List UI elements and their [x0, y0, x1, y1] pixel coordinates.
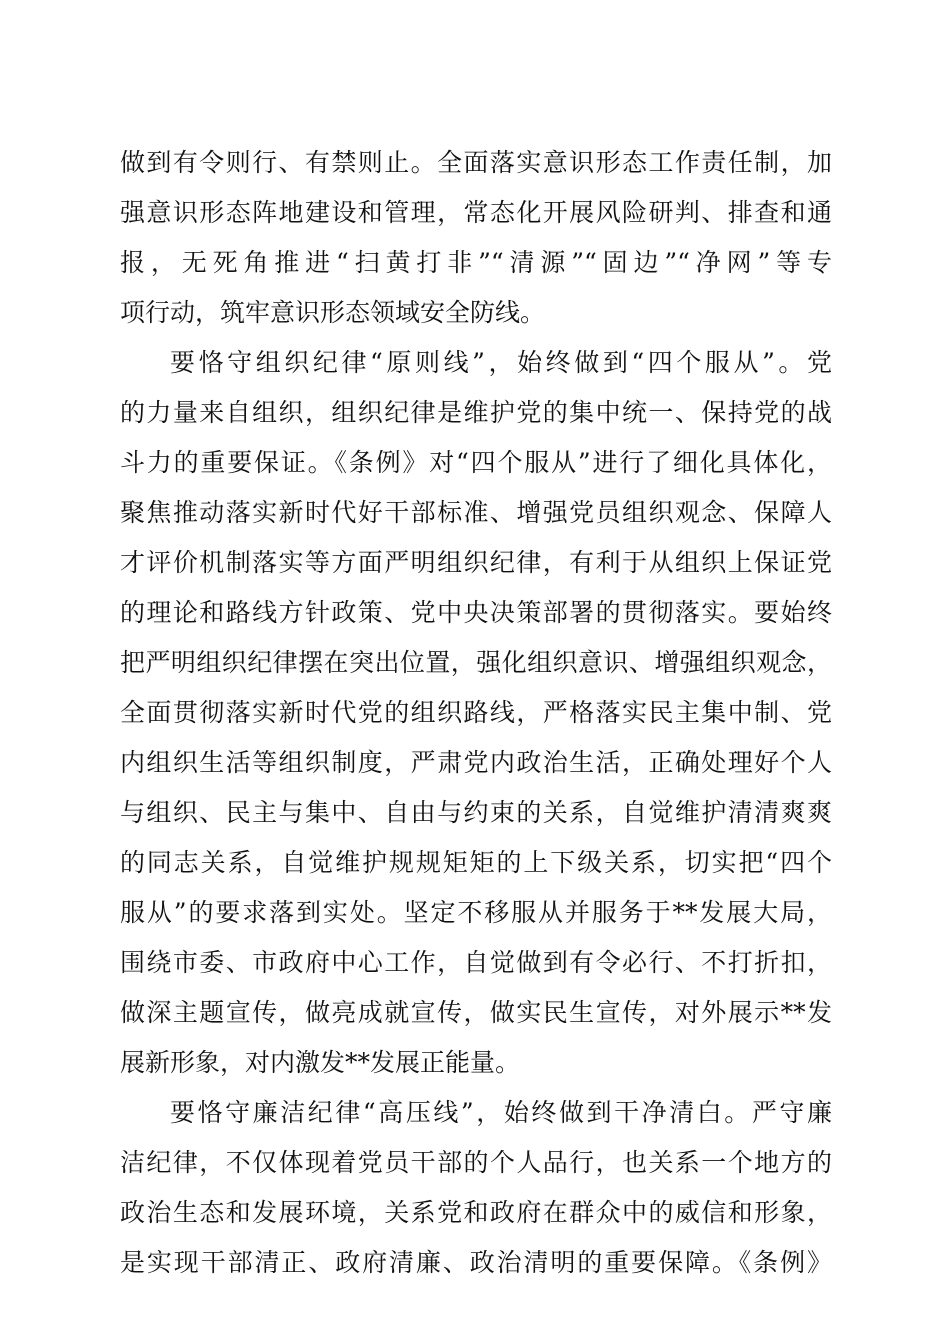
text-line: 服从”的要求落到实处。坚定不移服从并服务于**发展大局， [120, 898, 832, 927]
text-line: 做到有令则行、有禁则止。全面落实意识形态工作责任制，加 [120, 148, 832, 177]
paragraph-1 [120, 138, 832, 338]
text-line: 内组织生活等组织制度，严肃党内政治生活，正确处理好个人 [120, 748, 832, 777]
text-line: 把严明组织纪律摆在突出位置，强化组织意识、增强组织观念， [120, 648, 832, 677]
body-text [120, 138, 832, 1288]
paragraph-3 [120, 1088, 832, 1288]
text-line: 报，无死角推进“扫黄打非”“清源”“固边”“净网”等专 [120, 248, 832, 277]
text-line: 是实现干部清正、政府清廉、政治清明的重要保障。《条例》 [120, 1248, 832, 1277]
text-line: 强意识形态阵地建设和管理，常态化开展风险研判、排查和通 [120, 198, 832, 227]
text-line: 要恪守廉洁纪律“高压线”，始终做到干净清白。严守廉 [170, 1098, 832, 1127]
text-line: 的同志关系，自觉维护规规矩矩的上下级关系，切实把“四个 [120, 848, 832, 877]
text-line: 做深主题宣传，做亮成就宣传，做实民生宣传，对外展示**发 [120, 998, 832, 1027]
text-line: 政治生态和发展环境，关系党和政府在群众中的威信和形象， [120, 1198, 832, 1227]
text-line: 围绕市委、市政府中心工作，自觉做到有令必行、不打折扣， [120, 948, 832, 977]
text-line: 斗力的重要保证。《条例》对“四个服从”进行了细化具体化， [120, 448, 832, 477]
paragraph-2 [120, 338, 832, 1088]
text-line: 的理论和路线方针政策、党中央决策部署的贯彻落实。要始终 [120, 598, 832, 627]
text-line: 与组织、民主与集中、自由与约束的关系，自觉维护清清爽爽 [120, 798, 832, 827]
text-line: 聚焦推动落实新时代好干部标准、增强党员组织观念、保障人 [120, 498, 832, 527]
text-line: 要恪守组织纪律“原则线”，始终做到“四个服从”。党 [170, 348, 832, 377]
text-line: 项行动，筑牢意识形态领域安全防线。 [120, 298, 546, 327]
text-line: 的力量来自组织，组织纪律是维护党的集中统一、保持党的战 [120, 398, 832, 427]
text-line: 全面贯彻落实新时代党的组织路线，严格落实民主集中制、党 [120, 698, 832, 727]
text-line: 洁纪律，不仅体现着党员干部的个人品行，也关系一个地方的 [120, 1148, 832, 1177]
text-line: 才评价机制落实等方面严明组织纪律，有利于从组织上保证党 [120, 548, 832, 577]
text-line: 展新形象，对内激发**发展正能量。 [120, 1048, 521, 1077]
